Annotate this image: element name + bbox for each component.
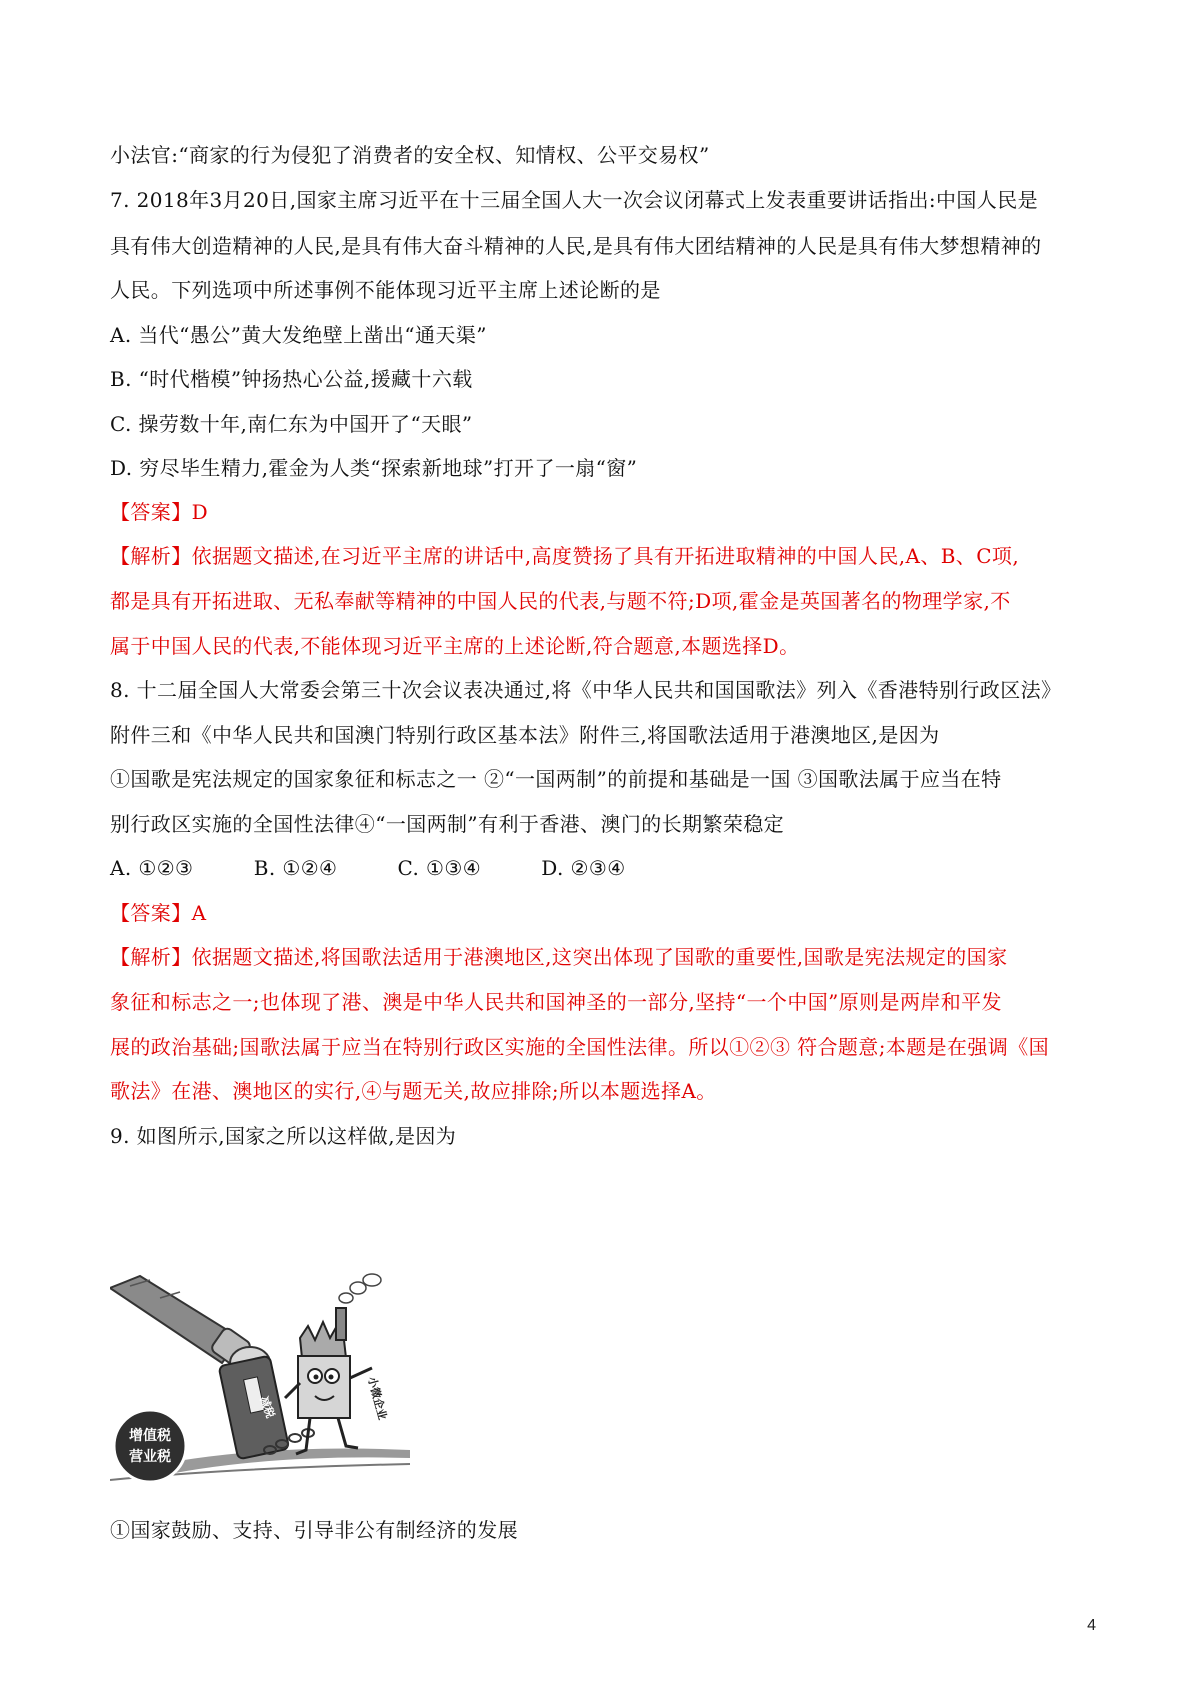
badge-line-2: 营业税	[129, 1449, 171, 1465]
question-7-stem: 7. 2018年3月20日,国家主席习近平在十三届全国人大一次会议闭幕式上发表重要讲话指出:中国人民是	[110, 188, 1039, 212]
question-7-explanation: 都是具有开拓进取、无私奉献等精神的中国人民的代表,与题不符;D项,霍金是英国著名的物理学家,不	[110, 589, 1011, 613]
question-7-option-d: D. 穷尽毕生精力,霍金为人类“探索新地球”打开了一扇“窗”	[110, 456, 638, 480]
character-label: 小微企业	[365, 1375, 390, 1422]
tax-reform-badge	[114, 1410, 186, 1482]
tax-cartoon-image	[110, 1268, 412, 1496]
question-7-option-b: B. “时代楷模”钟扬热心公益,援藏十六载	[110, 367, 473, 391]
question-8-option-d: D. ②③④	[541, 856, 626, 880]
question-8-option-b: B. ①②④	[253, 856, 338, 880]
badge-line-1: 增值税	[129, 1428, 171, 1444]
question-8-option-c: C. ①③④	[397, 856, 482, 880]
question-7-answer: 【答案】D	[110, 500, 209, 524]
enterprise-character-icon	[285, 1274, 390, 1454]
question-8-statements: 别行政区实施的全国性法律④“一国两制”有利于香港、澳门的长期繁荣稳定	[110, 812, 785, 836]
question-9-stem: 9. 如图所示,国家之所以这样做,是因为	[110, 1124, 457, 1148]
question-7-stem: 具有伟大创造精神的人民,是具有伟大奋斗精神的人民,是具有伟大团结精神的人民是具有伟大梦想精神的	[110, 234, 1042, 258]
page-number: 4	[1087, 1617, 1096, 1634]
question-8-statements: ①国歌是宪法规定的国家象征和标志之一 ②“一国两制”的前提和基础是一国 ③国歌法属于应当在特	[110, 767, 1002, 791]
question-9-statement-1: ①国家鼓励、支持、引导非公有制经济的发展	[110, 1518, 518, 1542]
question-8-stem: 附件三和《中华人民共和国澳门特别行政区基本法》附件三,将国歌法适用于港澳地区,是因为	[110, 723, 940, 747]
question-8-stem: 8. 十二届全国人大常委会第三十次会议表决通过,将《中华人民共和国国歌法》列入《香港特别行政区法》	[110, 678, 1062, 702]
question-7-stem: 人民。下列选项中所述事例不能体现习近平主席上述论断的是	[110, 278, 661, 302]
question-8-explanation: 象征和标志之一;也体现了港、澳是中华人民共和国神圣的一部分,坚持“一个中国”原则是两岸和平发	[110, 990, 1002, 1014]
question-8-explanation: 歌法》在港、澳地区的实行,④与题无关,故应排除;所以本题选择A。	[110, 1079, 717, 1103]
question-8-answer: 【答案】A	[110, 901, 207, 925]
question-8-explanation: 【解析】依据题文描述,将国歌法适用于港澳地区,这突出体现了国歌的重要性,国歌是宪法规定的国家	[110, 945, 1008, 969]
statement-line: 小法官:“商家的行为侵犯了消费者的安全权、知情权、公平交易权”	[110, 143, 710, 167]
hammer-icon	[219, 1356, 290, 1460]
question-7-option-a: A. 当代“愚公”黄大发绝壁上凿出“通天渠”	[110, 323, 487, 347]
question-8-explanation: 展的政治基础;国歌法属于应当在特别行政区实施的全国性法律。所以①②③ 符合题意;本题是在强调《国	[110, 1035, 1050, 1059]
question-8-option-a: A. ①②③	[110, 856, 194, 880]
question-7-option-c: C. 操劳数十年,南仁东为中国开了“天眼”	[110, 412, 473, 436]
question-7-explanation: 属于中国人民的代表,不能体现习近平主席的上述论断,符合题意,本题选择D。	[110, 634, 800, 658]
question-7-explanation: 【解析】依据题文描述,在习近平主席的讲话中,高度赞扬了具有开拓进取精神的中国人民,A、B、C项,	[110, 544, 1020, 568]
question-8-options	[110, 854, 1090, 882]
hammer-label: 减税	[257, 1394, 277, 1420]
